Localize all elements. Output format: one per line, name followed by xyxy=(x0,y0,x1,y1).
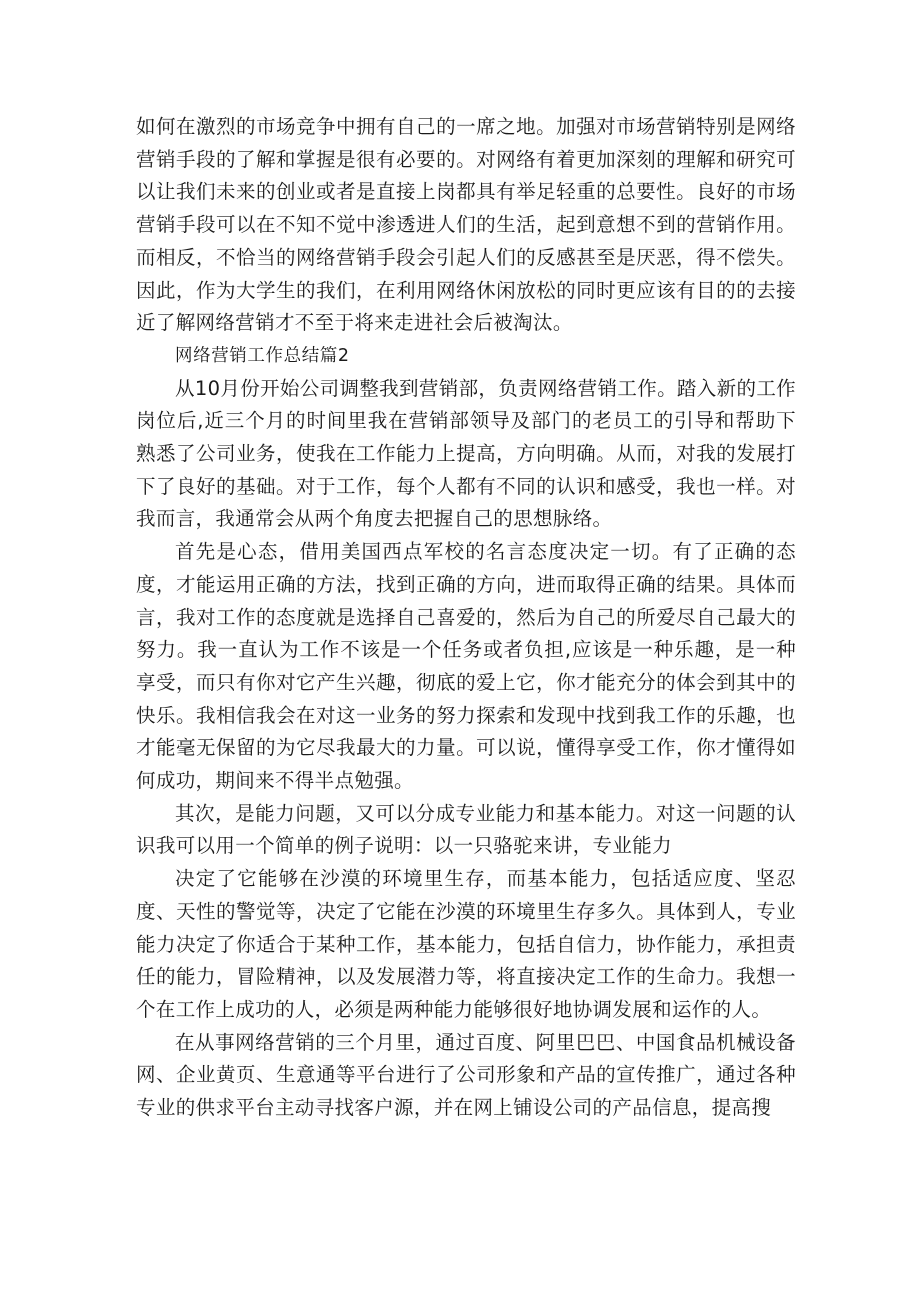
paragraph-attitude: 首先是心态，借用美国西点军校的名言态度决定一切。有了正确的态度，才能运用正确的方法，找到正确的方向，进而取得正确的结果。具体而言，我对工作的态度就是选择自己喜爱的，然后为自己的所爱尽自己最大的努力。我一直认为工作不该是一个任务或者负担,应该是一种乐趣，是一种享受，而只有你对它产生兴趣，彻底的爱上它，你才能充分的体会到其中的快乐。我相信我会在对这一业务的努力探索和发现中找到我工作的乐趣，也才能毫无保留的为它尽我最大的力量。可以说，懂得享受工作，你才懂得如何成功，期间来不得半点勉强。 xyxy=(136,540,796,793)
paragraph-marketing-work: 在从事网络营销的三个月里，通过百度、阿里巴巴、中国食品机械设备网、企业黄页、生意通等平台进行了公司形象和产品的宣传推广，通过各种专业的供求平台主动寻找客户源，并在网上铺设公司的产品信息，提高搜 xyxy=(136,1030,796,1120)
paragraph-ability: 其次，是能力问题，又可以分成专业能力和基本能力。对这一问题的认识我可以用一个简单的例子说明：以一只骆驼来讲，专业能力 xyxy=(136,801,796,858)
paragraph-intro-continued: 如何在激烈的市场竞争中拥有自己的一席之地。加强对市场营销特别是网络营销手段的了解和掌握是很有必要的。对网络有着更加深刻的理解和研究可以让我们未来的创业或者是直接上岗都具有举足轻重的总要性。良好的市场营销手段可以在不知不觉中渗透进人们的生活，起到意想不到的营销作用。而相反，不恰当的网络营销手段会引起人们的反感甚至是厌恶，得不偿失。因此，作为大学生的我们，在利用网络休闲放松的同时更应该有目的的去接近了解网络营销才不至于将来走进社会后被淘汰。 xyxy=(136,115,796,335)
document-body xyxy=(136,111,796,1125)
section-heading: 网络营销工作总结篇2 xyxy=(175,345,350,366)
paragraph-job-change: 从10月份开始公司调整我到营销部，负责网络营销工作。踏入新的工作岗位后,近三个月的时间里我在营销部领导及部门的老员工的引导和帮助下熟悉了公司业务，使我在工作能力上提高，方向明确。从而，对我的发展打下了良好的基础。对于工作，每个人都有不同的认识和感受，我也一样。对我而言，我通常会从两个角度去把握自己的思想脉络。 xyxy=(136,376,797,531)
paragraph-camel-example: 决定了它能够在沙漠的环境里生存，而基本能力，包括适应度、坚忍度、天性的警觉等，决定了它能在沙漠的环境里生存多久。具体到人，专业能力决定了你适合于某种工作，基本能力，包括自信力，协作能力，承担责任的能力，冒险精神，以及发展潜力等，将直接决定工作的生命力。我想一个在工作上成功的人，必须是两种能力能够很好地协调发展和运作的人。 xyxy=(136,867,796,1021)
